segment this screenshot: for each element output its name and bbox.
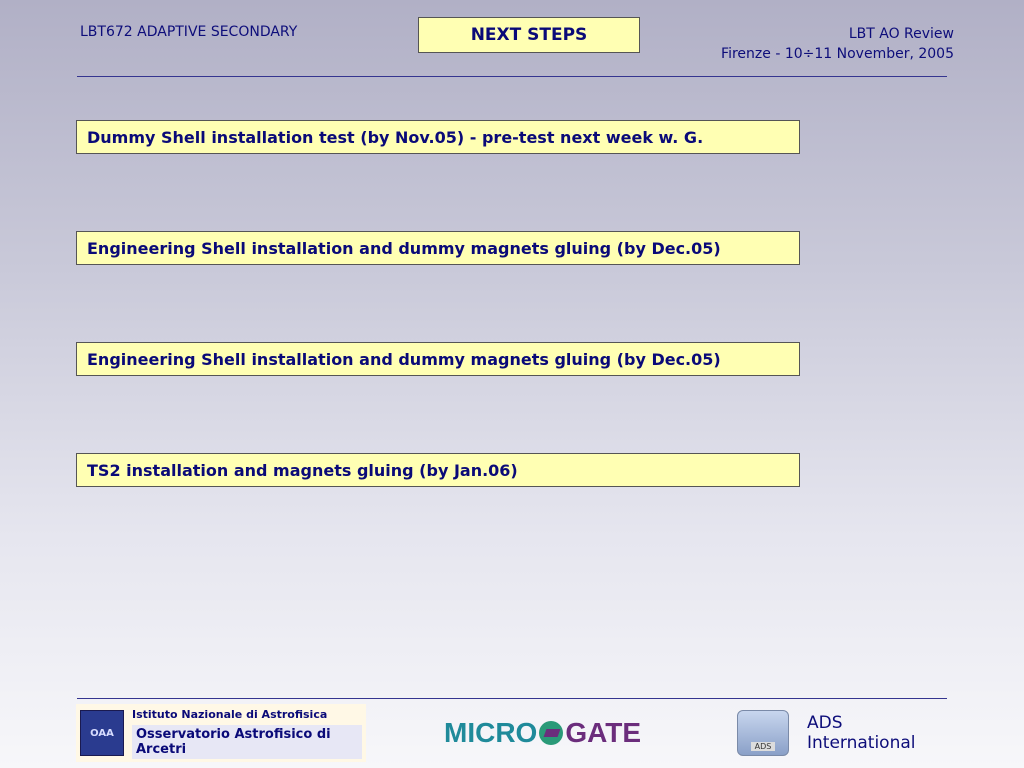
ads-logo bbox=[737, 704, 952, 762]
inaf-name: Istituto Nazionale di Astrofisica bbox=[132, 707, 328, 721]
step-box-4: TS2 installation and magnets gluing (by Jan.06) bbox=[76, 453, 800, 487]
header-review-label: LBT AO Review bbox=[848, 26, 954, 42]
ads-dome-icon bbox=[737, 710, 789, 756]
ads-label: ADS International bbox=[807, 713, 916, 753]
microgate-text-right: GATE bbox=[565, 717, 642, 748]
header-left-text: LBT672 ADAPTIVE SECONDARY bbox=[80, 24, 298, 40]
arcetri-seal-icon: OAA bbox=[80, 710, 124, 756]
step-box-1: Dummy Shell installation test (by Nov.05) - pre-test next week w. G. bbox=[76, 120, 800, 154]
microgate-mark-icon bbox=[539, 721, 563, 745]
bottom-divider bbox=[77, 698, 947, 699]
step-box-2: Engineering Shell installation and dummy magnets gluing (by Dec.05) bbox=[76, 231, 800, 265]
inaf-arcetri-logo bbox=[76, 704, 366, 762]
slide-title: NEXT STEPS bbox=[418, 17, 640, 53]
step-box-3: Engineering Shell installation and dummy magnets gluing (by Dec.05) bbox=[76, 342, 800, 376]
arcetri-name: Osservatorio Astrofisico di Arcetri bbox=[132, 725, 362, 759]
ads-badge: ADS bbox=[751, 742, 776, 751]
microgate-logo bbox=[444, 704, 642, 762]
top-divider bbox=[77, 76, 947, 77]
header-right-text bbox=[721, 24, 954, 64]
header-date-label: Firenze - 10÷11 November, 2005 bbox=[721, 46, 954, 62]
microgate-text-left: MICRO bbox=[444, 717, 538, 748]
